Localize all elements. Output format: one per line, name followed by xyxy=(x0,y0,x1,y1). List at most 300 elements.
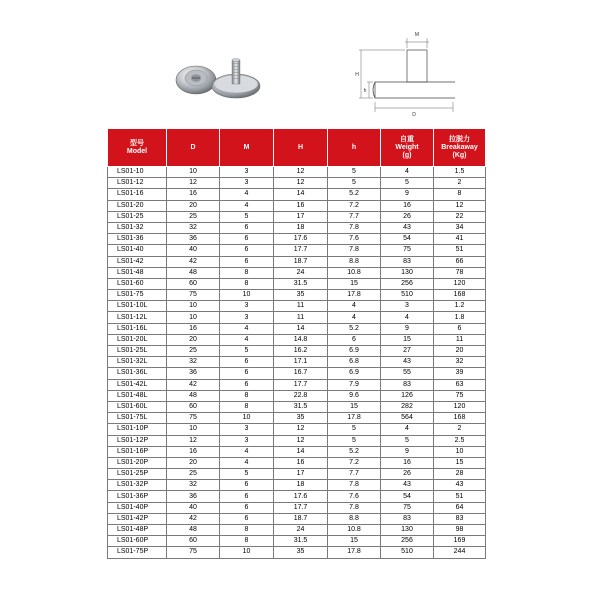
cell-h-outer: 31.5 xyxy=(274,536,328,547)
table-row xyxy=(108,189,486,200)
table-row xyxy=(108,469,486,480)
cell-model: LS01-25 xyxy=(108,211,167,222)
header-line: (g) xyxy=(402,151,412,159)
header-h-outer xyxy=(274,129,328,167)
cell-h-inner: 17.8 xyxy=(328,413,381,424)
cell-d: 12 xyxy=(167,435,220,446)
cell-d: 10 xyxy=(167,312,220,323)
cell-d: 36 xyxy=(167,368,220,379)
cell-breakaway: 39 xyxy=(434,368,486,379)
table-row xyxy=(108,480,486,491)
cell-breakaway: 41 xyxy=(434,234,486,245)
table-row xyxy=(108,513,486,524)
cell-d: 75 xyxy=(167,413,220,424)
cell-m: 8 xyxy=(220,278,274,289)
cell-d: 10 xyxy=(167,424,220,435)
cell-model: LS01-75 xyxy=(108,290,167,301)
cell-m: 6 xyxy=(220,245,274,256)
cell-weight: 4 xyxy=(381,167,434,178)
dim-label-d: D xyxy=(412,112,416,118)
cell-m: 8 xyxy=(220,536,274,547)
cell-model: LS01-16P xyxy=(108,446,167,457)
header-line: M xyxy=(243,143,250,151)
cell-m: 6 xyxy=(220,502,274,513)
cell-weight: 9 xyxy=(381,189,434,200)
cell-h-inner: 7.8 xyxy=(328,222,381,233)
cell-d: 16 xyxy=(167,189,220,200)
product-photo xyxy=(168,44,268,104)
cell-breakaway: 51 xyxy=(434,245,486,256)
cell-d: 40 xyxy=(167,502,220,513)
cell-d: 25 xyxy=(167,346,220,357)
cell-breakaway: 120 xyxy=(434,278,486,289)
cell-h-inner: 5 xyxy=(328,167,381,178)
cell-weight: 43 xyxy=(381,480,434,491)
cell-h-inner: 6.9 xyxy=(328,368,381,379)
header-weight xyxy=(381,129,434,167)
cell-h-outer: 18.7 xyxy=(274,513,328,524)
cell-m: 10 xyxy=(220,413,274,424)
cell-h-outer: 17 xyxy=(274,469,328,480)
cell-h-outer: 24 xyxy=(274,267,328,278)
table-row xyxy=(108,536,486,547)
table-row xyxy=(108,446,486,457)
cell-d: 60 xyxy=(167,536,220,547)
cell-d: 60 xyxy=(167,401,220,412)
cell-d: 32 xyxy=(167,480,220,491)
table-row xyxy=(108,491,486,502)
cell-model: LS01-40 xyxy=(108,245,167,256)
cell-h-outer: 31.5 xyxy=(274,278,328,289)
cell-h-inner: 6 xyxy=(328,334,381,345)
cell-m: 4 xyxy=(220,200,274,211)
cell-weight: 564 xyxy=(381,413,434,424)
header-d xyxy=(167,129,220,167)
cell-model: LS01-32L xyxy=(108,357,167,368)
cell-h-inner: 9.6 xyxy=(328,390,381,401)
cell-breakaway: 169 xyxy=(434,536,486,547)
table-row xyxy=(108,346,486,357)
cell-model: LS01-16 xyxy=(108,189,167,200)
table-row xyxy=(108,312,486,323)
cell-breakaway: 28 xyxy=(434,469,486,480)
cell-breakaway: 1.5 xyxy=(434,167,486,178)
cell-h-inner: 15 xyxy=(328,278,381,289)
table-row xyxy=(108,379,486,390)
cell-model: LS01-36L xyxy=(108,368,167,379)
header-m xyxy=(220,129,274,167)
cell-m: 5 xyxy=(220,211,274,222)
cell-h-inner: 8.8 xyxy=(328,256,381,267)
cell-h-inner: 17.8 xyxy=(328,290,381,301)
cell-weight: 83 xyxy=(381,256,434,267)
cell-h-outer: 14 xyxy=(274,323,328,334)
cell-breakaway: 63 xyxy=(434,379,486,390)
header-line: 拉脱力 xyxy=(449,135,470,143)
cell-m: 10 xyxy=(220,290,274,301)
table-row xyxy=(108,457,486,468)
cell-weight: 16 xyxy=(381,200,434,211)
cell-weight: 256 xyxy=(381,278,434,289)
cell-h-inner: 5 xyxy=(328,435,381,446)
cell-weight: 130 xyxy=(381,525,434,536)
cell-m: 6 xyxy=(220,256,274,267)
cell-weight: 43 xyxy=(381,222,434,233)
cell-weight: 27 xyxy=(381,346,434,357)
table-header-row xyxy=(108,129,486,167)
cell-h-outer: 17 xyxy=(274,211,328,222)
cell-d: 48 xyxy=(167,267,220,278)
header-h-inner xyxy=(328,129,381,167)
cell-h-inner: 7.9 xyxy=(328,379,381,390)
cell-breakaway: 168 xyxy=(434,290,486,301)
cell-h-outer: 16 xyxy=(274,200,328,211)
cell-h-outer: 35 xyxy=(274,413,328,424)
cell-weight: 83 xyxy=(381,379,434,390)
cell-d: 42 xyxy=(167,513,220,524)
cell-h-outer: 12 xyxy=(274,178,328,189)
spec-table xyxy=(107,128,486,559)
cell-weight: 54 xyxy=(381,234,434,245)
table-row xyxy=(108,278,486,289)
cell-m: 6 xyxy=(220,379,274,390)
cell-h-inner: 7.8 xyxy=(328,245,381,256)
table-row xyxy=(108,401,486,412)
header-line: Weight xyxy=(395,143,419,151)
table-row xyxy=(108,234,486,245)
cell-breakaway: 32 xyxy=(434,357,486,368)
table-row xyxy=(108,256,486,267)
cell-h-outer: 18 xyxy=(274,222,328,233)
cell-h-outer: 12 xyxy=(274,424,328,435)
cell-d: 10 xyxy=(167,167,220,178)
cell-h-outer: 12 xyxy=(274,167,328,178)
table-row xyxy=(108,167,486,178)
cell-m: 4 xyxy=(220,323,274,334)
dim-label-h-outer: H xyxy=(355,72,359,78)
cell-weight: 16 xyxy=(381,457,434,468)
cell-model: LS01-20P xyxy=(108,457,167,468)
cell-weight: 9 xyxy=(381,446,434,457)
cell-h-outer: 11 xyxy=(274,301,328,312)
cell-breakaway: 34 xyxy=(434,222,486,233)
cell-h-outer: 14.8 xyxy=(274,334,328,345)
cell-model: LS01-42P xyxy=(108,513,167,524)
cell-m: 8 xyxy=(220,401,274,412)
cell-h-inner: 7.7 xyxy=(328,469,381,480)
header-line: 型号 xyxy=(130,139,144,147)
table-row xyxy=(108,390,486,401)
back-magnet xyxy=(176,66,216,94)
table-row xyxy=(108,301,486,312)
cell-breakaway: 6 xyxy=(434,323,486,334)
cell-m: 8 xyxy=(220,525,274,536)
cell-breakaway: 244 xyxy=(434,547,486,558)
cell-weight: 83 xyxy=(381,513,434,524)
cell-weight: 510 xyxy=(381,547,434,558)
cell-d: 32 xyxy=(167,222,220,233)
cell-m: 3 xyxy=(220,301,274,312)
cell-d: 75 xyxy=(167,290,220,301)
cell-h-inner: 15 xyxy=(328,401,381,412)
table-row xyxy=(108,334,486,345)
cell-weight: 9 xyxy=(381,323,434,334)
cell-weight: 26 xyxy=(381,211,434,222)
cell-d: 16 xyxy=(167,323,220,334)
cell-h-inner: 4 xyxy=(328,312,381,323)
cell-weight: 43 xyxy=(381,357,434,368)
cell-d: 40 xyxy=(167,245,220,256)
cell-model: LS01-48L xyxy=(108,390,167,401)
cell-m: 6 xyxy=(220,513,274,524)
cell-model: LS01-48P xyxy=(108,525,167,536)
table-row xyxy=(108,323,486,334)
cell-m: 3 xyxy=(220,167,274,178)
header-line: D xyxy=(190,143,196,151)
cell-m: 3 xyxy=(220,312,274,323)
cell-breakaway: 64 xyxy=(434,502,486,513)
cell-h-inner: 7.8 xyxy=(328,480,381,491)
cell-weight: 5 xyxy=(381,178,434,189)
cell-h-outer: 14 xyxy=(274,446,328,457)
cell-breakaway: 15 xyxy=(434,457,486,468)
cell-m: 5 xyxy=(220,469,274,480)
cell-model: LS01-10 xyxy=(108,167,167,178)
cell-h-inner: 6.8 xyxy=(328,357,381,368)
cell-breakaway: 66 xyxy=(434,256,486,267)
table-row xyxy=(108,245,486,256)
header-line: 自重 xyxy=(400,135,414,143)
cell-model: LS01-75P xyxy=(108,547,167,558)
header-line: Breakaway xyxy=(441,143,478,151)
cell-h-inner: 7.6 xyxy=(328,234,381,245)
cell-h-outer: 35 xyxy=(274,290,328,301)
cell-model: LS01-10P xyxy=(108,424,167,435)
cell-model: LS01-32P xyxy=(108,480,167,491)
cell-d: 75 xyxy=(167,547,220,558)
cell-m: 3 xyxy=(220,178,274,189)
cell-model: LS01-60 xyxy=(108,278,167,289)
cell-h-inner: 8.8 xyxy=(328,513,381,524)
cell-d: 20 xyxy=(167,334,220,345)
cell-h-outer: 24 xyxy=(274,525,328,536)
cell-m: 4 xyxy=(220,189,274,200)
cell-m: 3 xyxy=(220,435,274,446)
cell-h-inner: 5.2 xyxy=(328,446,381,457)
cell-d: 42 xyxy=(167,379,220,390)
cell-weight: 26 xyxy=(381,469,434,480)
cell-breakaway: 8 xyxy=(434,189,486,200)
cell-breakaway: 120 xyxy=(434,401,486,412)
cell-h-outer: 17.7 xyxy=(274,245,328,256)
cell-h-outer: 17.7 xyxy=(274,379,328,390)
cell-breakaway: 2 xyxy=(434,178,486,189)
cell-h-inner: 7.2 xyxy=(328,200,381,211)
cell-h-outer: 11 xyxy=(274,312,328,323)
cell-weight: 75 xyxy=(381,245,434,256)
cell-d: 10 xyxy=(167,301,220,312)
cell-d: 16 xyxy=(167,446,220,457)
cell-h-outer: 17.7 xyxy=(274,502,328,513)
table-row xyxy=(108,525,486,536)
cell-h-outer: 22.8 xyxy=(274,390,328,401)
cell-model: LS01-10L xyxy=(108,301,167,312)
cell-breakaway: 12 xyxy=(434,200,486,211)
cell-weight: 3 xyxy=(381,301,434,312)
cell-breakaway: 10 xyxy=(434,446,486,457)
cell-weight: 5 xyxy=(381,435,434,446)
cell-weight: 126 xyxy=(381,390,434,401)
cell-h-outer: 31.5 xyxy=(274,401,328,412)
table-row xyxy=(108,290,486,301)
cell-m: 4 xyxy=(220,446,274,457)
cell-model: LS01-25P xyxy=(108,469,167,480)
cell-m: 3 xyxy=(220,424,274,435)
cell-weight: 256 xyxy=(381,536,434,547)
cell-breakaway: 78 xyxy=(434,267,486,278)
cell-breakaway: 43 xyxy=(434,480,486,491)
cell-model: LS01-20 xyxy=(108,200,167,211)
table-body xyxy=(108,167,486,559)
header-breakaway xyxy=(434,129,486,167)
cell-weight: 75 xyxy=(381,502,434,513)
cell-h-inner: 15 xyxy=(328,536,381,547)
cell-h-outer: 14 xyxy=(274,189,328,200)
cell-breakaway: 83 xyxy=(434,513,486,524)
cell-d: 48 xyxy=(167,525,220,536)
table-row xyxy=(108,267,486,278)
cell-model: LS01-12 xyxy=(108,178,167,189)
cell-m: 8 xyxy=(220,267,274,278)
header-line: H xyxy=(297,143,304,151)
header-line: Model xyxy=(126,147,148,155)
cell-h-inner: 10.8 xyxy=(328,267,381,278)
dim-label-h-inner: h xyxy=(363,88,367,94)
cell-breakaway: 2.5 xyxy=(434,435,486,446)
cell-d: 36 xyxy=(167,491,220,502)
cell-model: LS01-42L xyxy=(108,379,167,390)
cell-m: 8 xyxy=(220,390,274,401)
cell-model: LS01-36P xyxy=(108,491,167,502)
cell-d: 48 xyxy=(167,390,220,401)
cell-m: 6 xyxy=(220,368,274,379)
cell-h-inner: 7.7 xyxy=(328,211,381,222)
cell-m: 6 xyxy=(220,234,274,245)
cell-h-outer: 12 xyxy=(274,435,328,446)
cell-weight: 4 xyxy=(381,424,434,435)
header-line: h xyxy=(351,143,357,151)
cell-weight: 15 xyxy=(381,334,434,345)
cell-weight: 130 xyxy=(381,267,434,278)
cell-model: LS01-42 xyxy=(108,256,167,267)
cell-model: LS01-48 xyxy=(108,267,167,278)
cell-d: 25 xyxy=(167,211,220,222)
cell-model: LS01-20L xyxy=(108,334,167,345)
table-row xyxy=(108,424,486,435)
cell-m: 6 xyxy=(220,357,274,368)
table-row xyxy=(108,368,486,379)
cell-breakaway: 1.8 xyxy=(434,312,486,323)
cell-d: 12 xyxy=(167,178,220,189)
cell-h-outer: 17.1 xyxy=(274,357,328,368)
cell-weight: 54 xyxy=(381,491,434,502)
table-row xyxy=(108,435,486,446)
table-row xyxy=(108,413,486,424)
cell-breakaway: 22 xyxy=(434,211,486,222)
cell-m: 10 xyxy=(220,547,274,558)
cell-d: 32 xyxy=(167,357,220,368)
cell-h-inner: 5.2 xyxy=(328,323,381,334)
cell-m: 4 xyxy=(220,334,274,345)
cell-breakaway: 168 xyxy=(434,413,486,424)
cell-breakaway: 51 xyxy=(434,491,486,502)
cell-h-outer: 18 xyxy=(274,480,328,491)
table-row xyxy=(108,357,486,368)
cell-h-inner: 7.8 xyxy=(328,502,381,513)
cell-breakaway: 2 xyxy=(434,424,486,435)
cell-breakaway: 11 xyxy=(434,334,486,345)
cell-weight: 282 xyxy=(381,401,434,412)
cell-h-inner: 5 xyxy=(328,178,381,189)
cell-breakaway: 1.2 xyxy=(434,301,486,312)
header-model xyxy=(108,129,167,167)
cell-d: 20 xyxy=(167,457,220,468)
table-row xyxy=(108,222,486,233)
table-row xyxy=(108,547,486,558)
cell-model: LS01-40P xyxy=(108,502,167,513)
table-row xyxy=(108,178,486,189)
base-outline xyxy=(375,82,455,98)
cell-h-outer: 16 xyxy=(274,457,328,468)
cell-model: LS01-36 xyxy=(108,234,167,245)
cell-d: 25 xyxy=(167,469,220,480)
cell-h-outer: 35 xyxy=(274,547,328,558)
cell-d: 36 xyxy=(167,234,220,245)
cell-m: 5 xyxy=(220,346,274,357)
cell-model: LS01-16L xyxy=(108,323,167,334)
cell-h-inner: 7.6 xyxy=(328,491,381,502)
cell-model: LS01-60L xyxy=(108,401,167,412)
cell-h-inner: 6.9 xyxy=(328,346,381,357)
header-line: (Kg) xyxy=(452,151,467,159)
cell-weight: 55 xyxy=(381,368,434,379)
cell-model: LS01-60P xyxy=(108,536,167,547)
cell-h-outer: 16.7 xyxy=(274,368,328,379)
table-row xyxy=(108,211,486,222)
cell-h-inner: 7.2 xyxy=(328,457,381,468)
cell-h-outer: 16.2 xyxy=(274,346,328,357)
cell-m: 4 xyxy=(220,457,274,468)
cell-breakaway: 20 xyxy=(434,346,486,357)
technical-drawing xyxy=(335,20,455,120)
cell-d: 20 xyxy=(167,200,220,211)
stud-outline xyxy=(407,50,427,82)
cell-m: 6 xyxy=(220,491,274,502)
cell-h-inner: 17.8 xyxy=(328,547,381,558)
table-row xyxy=(108,200,486,211)
cell-h-inner: 10.8 xyxy=(328,525,381,536)
cell-d: 42 xyxy=(167,256,220,267)
cell-weight: 510 xyxy=(381,290,434,301)
cell-breakaway: 75 xyxy=(434,390,486,401)
cell-m: 6 xyxy=(220,222,274,233)
cell-breakaway: 98 xyxy=(434,525,486,536)
cell-weight: 4 xyxy=(381,312,434,323)
cell-h-outer: 18.7 xyxy=(274,256,328,267)
cell-model: LS01-32 xyxy=(108,222,167,233)
cell-model: LS01-25L xyxy=(108,346,167,357)
cell-model: LS01-12L xyxy=(108,312,167,323)
